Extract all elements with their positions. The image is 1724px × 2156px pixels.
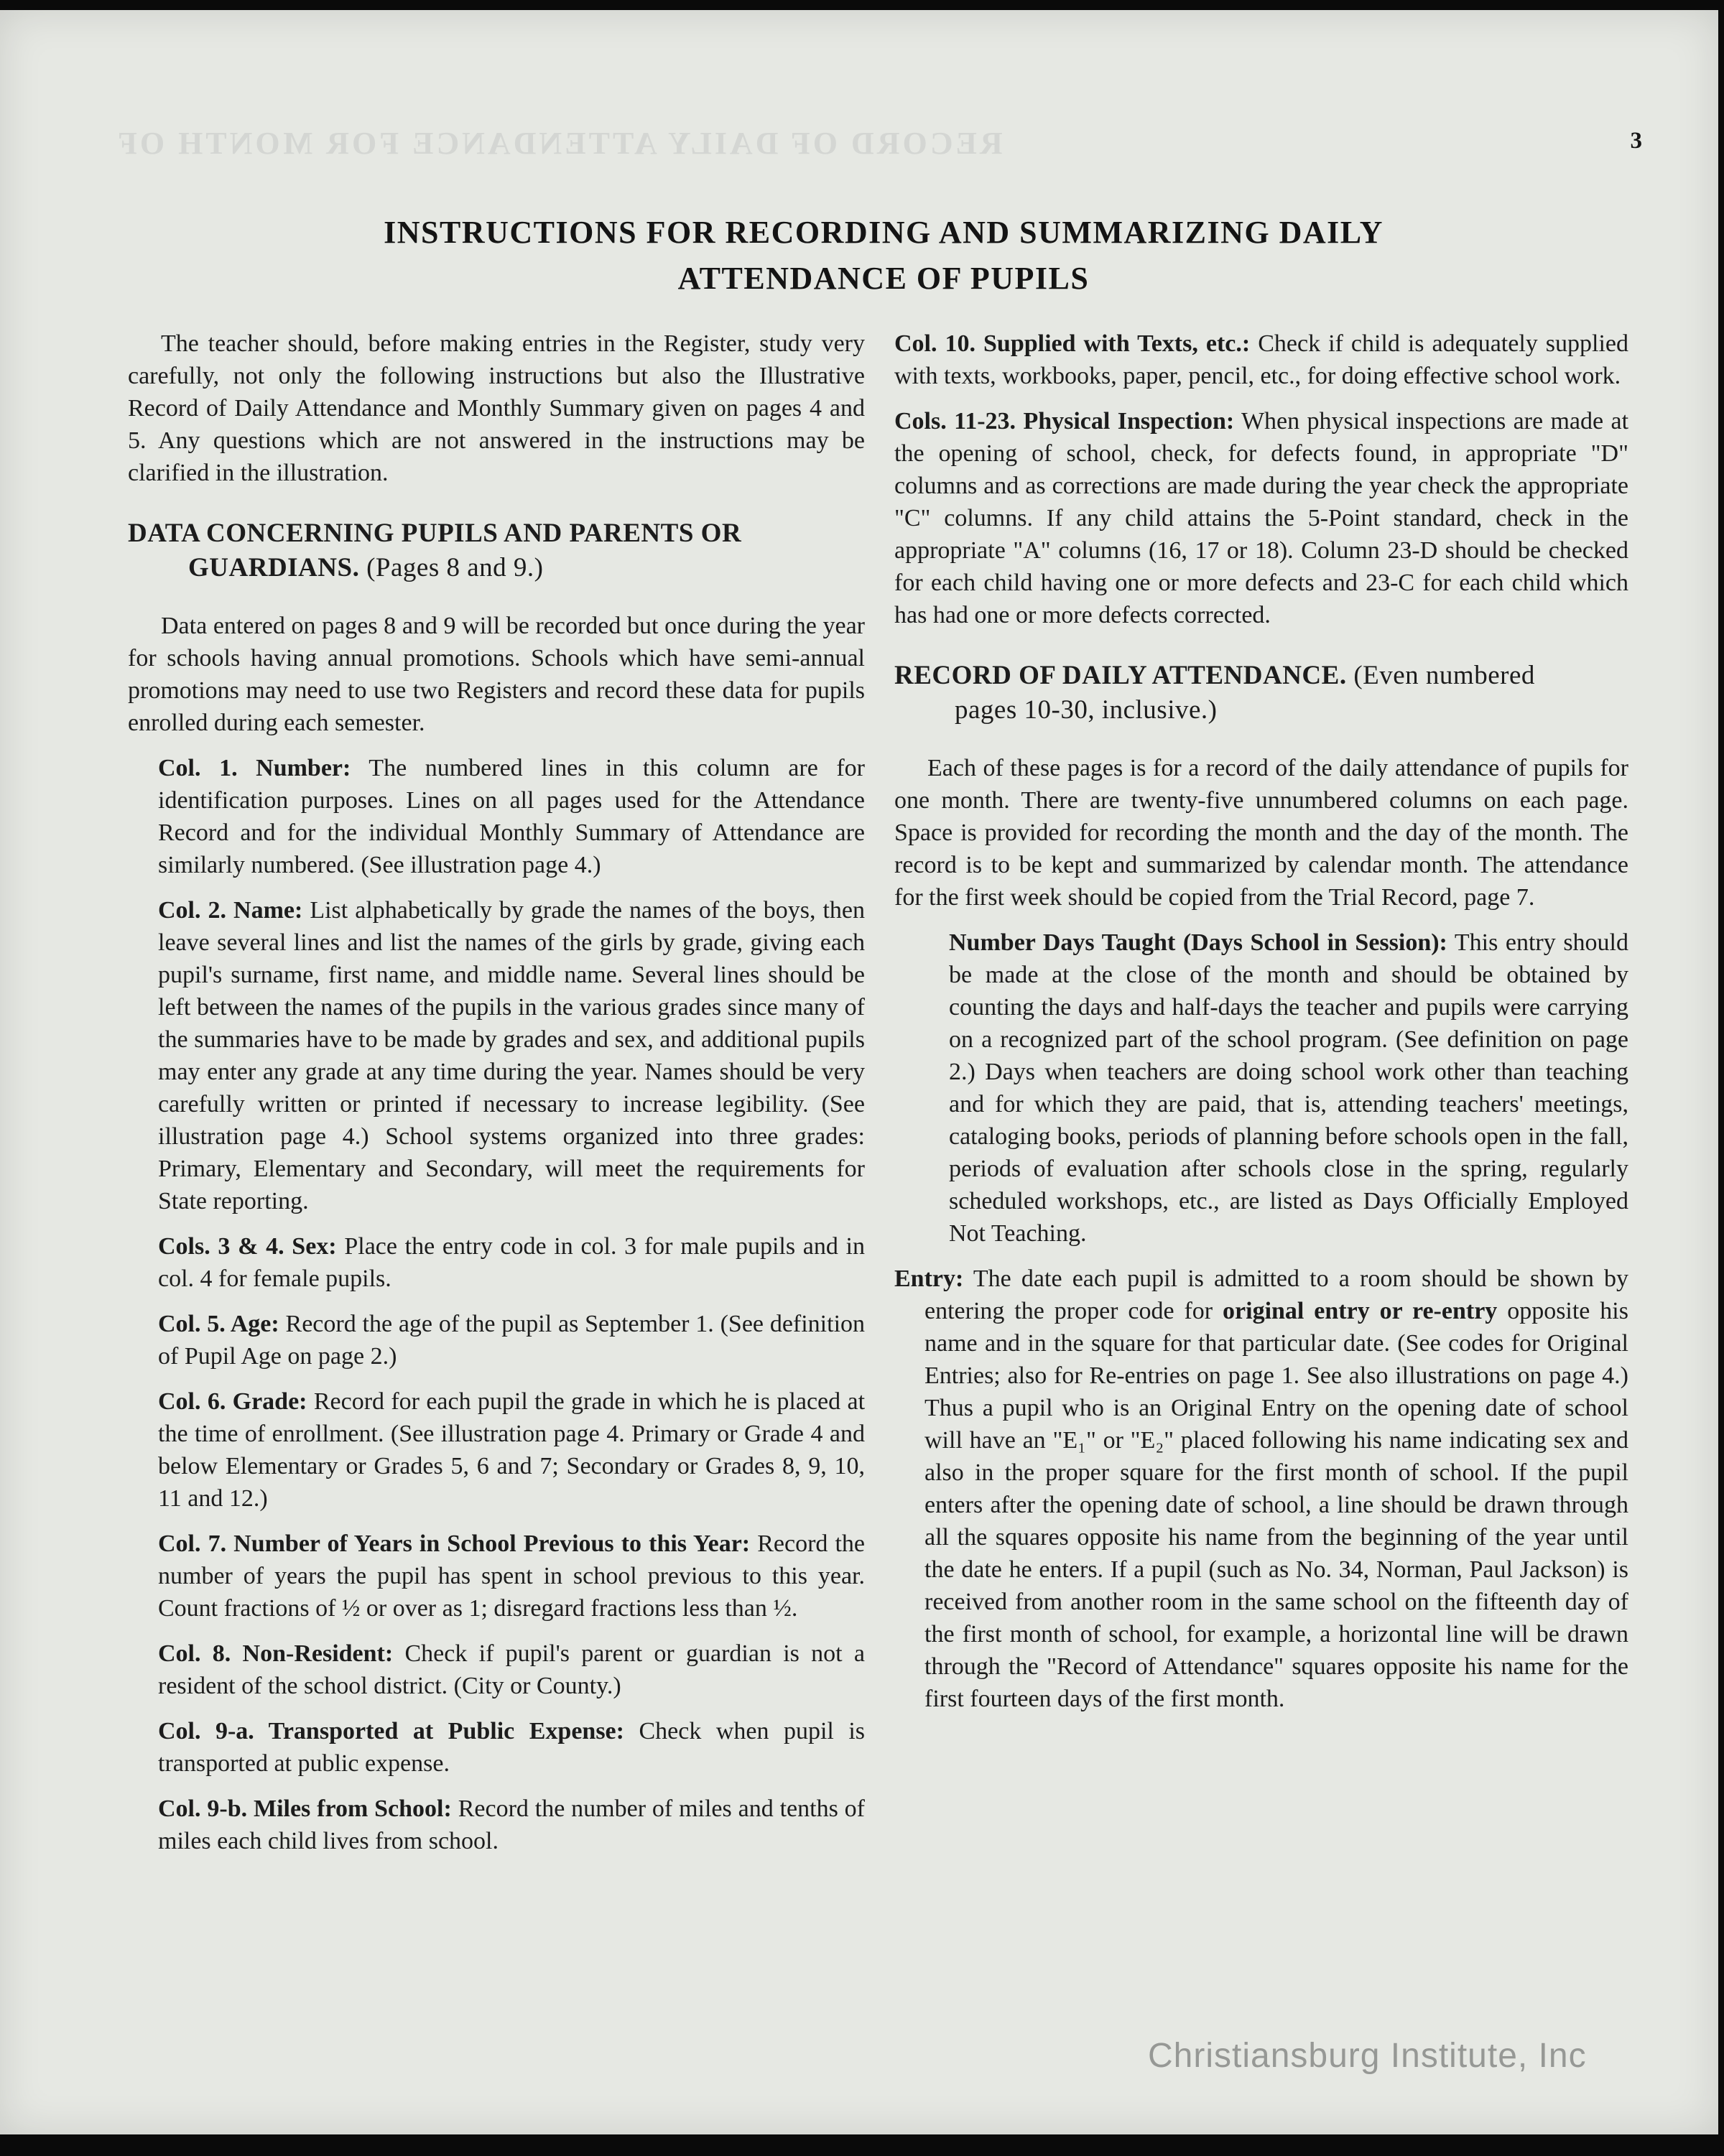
col-text: Place the entry code in col. 3 for male pupils and in col. 4 for female pupils. xyxy=(158,1233,865,1292)
col-instruction xyxy=(128,1308,865,1372)
watermark: Christiansburg Institute, Inc xyxy=(1148,2037,1587,2075)
col-instruction xyxy=(128,1230,865,1295)
days-taught-text: This entry should be made at the close of the month and should be obtained by counting the days and half-days the teacher and pupils were carrying on a recognized part of the school program. (See definition on page 2.) Days when teachers are doing school work other than teaching and for which they are paid, that is, attending teachers' meetings, cataloging books, periods of planning before schools open in the fall, periods of evaluation after schools close in the spring, regularly scheduled workshops, etc., are listed as Days Officially Employed Not Teaching. xyxy=(949,929,1628,1247)
section-intro-paragraph: Data entered on pages 8 and 9 will be recorded but once during the year for schools having annual promotions. Schools which have semi-annual promotions may need to use two Registers and record these data for pupils enrolled during each semester. xyxy=(128,613,865,736)
section-heading-note-2: pages 10-30, inclusive.) xyxy=(955,695,1218,725)
document-page xyxy=(0,10,1718,2134)
col-text: Check when pupil is transported at public expense. xyxy=(158,1718,866,1777)
col-text: Record the age of the pupil as September 1. (See definition of Pupil Age on page 2.) xyxy=(158,1311,866,1370)
section-heading-pupil-data xyxy=(128,516,865,585)
col-instruction xyxy=(128,1793,865,1857)
col-label: Col. 9-a. Transported at Public Expense: xyxy=(158,1718,624,1744)
col-text: List alphabetically by grade the names of the boys, then leave several lines and list the names of the girls by grade, giving each pupil's surname, first name, and middle name. Several lines should be left between the names of the pupils in the various grades since many of the summaries have to be made by grades and sex, and additional pupils may enter any grade at any time during the year. Names should be very carefully written or printed if necessary to increase legibility. (See illustration page 4.) School systems organized into three grades: Primary, Elementary and Secondary, will meet the requirements for State reporting. xyxy=(158,897,866,1214)
entry-text: The date each pupil is admitted to a room should be shown by entering the proper code for xyxy=(924,1265,1629,1324)
show-through-text: RECORD OF DAILY ATTENDANCE FOR MONTH OF xyxy=(115,126,1003,161)
col-instruction xyxy=(894,405,1628,631)
col-text: Check if pupil's parent or guardian is not a resident of the school district. (City or County.) xyxy=(158,1640,865,1699)
col-instruction xyxy=(894,327,1628,392)
left-column xyxy=(128,327,865,1870)
col-label: Col. 8. Non-Resident: xyxy=(158,1640,394,1667)
title-line-2: ATTENDANCE OF PUPILS xyxy=(677,261,1090,296)
col-text: Record the number of miles and tenths of miles each child lives from school. xyxy=(158,1795,865,1854)
col-instruction xyxy=(128,1715,865,1780)
col-label: Col. 7. Number of Years in School Previous to this Year: xyxy=(158,1530,751,1557)
col-label: Col. 6. Grade: xyxy=(158,1388,307,1415)
page-title xyxy=(129,210,1638,302)
col-label: Col. 10. Supplied with Texts, etc.: xyxy=(894,330,1251,357)
col-instruction xyxy=(128,1385,865,1515)
intro-paragraph: The teacher should, before making entries in the Register, study very carefully, not only the following instructions but also the Illustrative Record of Daily Attendance and Monthly Summary given on pages 4 and 5. Any questions which are not answered in the instructions may be clarified in the illustration. xyxy=(128,330,865,486)
col-instruction xyxy=(128,752,865,881)
col-text: The numbered lines in this column are for identification purposes. Lines on all pages used for the Attendance Record and for the individual Monthly Summary of Attendance are similarly numbered. (See illustration page 4.) xyxy=(158,755,865,878)
col-text: When physical inspections are made at the opening of school, check, for defects found, in appropriate "D" columns and as corrections are made during the year check the appropriate "C" columns. If any child attains the 5-Point standard, check in the appropriate "A" columns (16, 17 or 18). Column 23-D should be checked for each child having one or more defects and 23-C for each child which has had one or more defects corrected. xyxy=(894,408,1629,628)
entry-bold-text: original entry or re-entry xyxy=(1223,1298,1498,1324)
col-label: Cols. 3 & 4. Sex: xyxy=(158,1233,337,1260)
section-heading-line-1: DATA CONCERNING PUPILS AND PARENTS OR xyxy=(128,519,742,548)
col-label: Col. 1. Number: xyxy=(158,755,351,781)
col-instruction xyxy=(128,894,865,1217)
page-number: 3 xyxy=(1630,128,1642,154)
col-label: Col. 5. Age: xyxy=(158,1311,279,1337)
col-label: Col. 9-b. Miles from School: xyxy=(158,1795,452,1822)
section-heading-note: (Pages 8 and 9.) xyxy=(366,553,544,582)
col-instruction xyxy=(128,1637,865,1702)
days-taught-instruction xyxy=(894,926,1628,1250)
section-heading-daily-attendance xyxy=(894,659,1628,728)
entry-instruction xyxy=(894,1263,1628,1715)
col-text: Record the number of years the pupil has spent in school previous to this year. Count fractions of ½ or over as 1; disregard fractions less than ½. xyxy=(158,1530,866,1622)
entry-text-continued: opposite his name and in the square for that particular date. (See codes for Original Entries; also for Re-entries on page 1. See also illustrations on page 4.) Thus a pupil who is an Original Entry on the opening date of school will have an "E₁" or "E₂" placed following his name indicating sex and also in the proper square for the first month of school. If the pupil enters after the opening date of school, a line should be drawn through all the squares opposite his name from the beginning of the year until the date he enters. If a pupil (such as No. 34, Norman, Paul Jackson) is received from another room in the same school on the fifteenth day of the first month of school, for example, a horizontal line will be drawn through the "Record of Attendance" squares opposite his name for the first fourteen days of the first month. xyxy=(924,1298,1628,1712)
right-column xyxy=(894,327,1628,1728)
col-text: Check if child is adequately supplied with texts, workbooks, paper, pencil, etc., for doing effective school work. xyxy=(894,330,1628,389)
col-label: Col. 2. Name: xyxy=(158,897,303,924)
section-intro-paragraph: Each of these pages is for a record of the daily attendance of pupils for one month. There are twenty-five unnumbered columns on each page. Space is provided for recording the month and the day of the month. The record is to be kept and summarized by calendar month. The attendance for the first week should be copied from the Trial Record, page 7. xyxy=(894,755,1628,911)
days-taught-label: Number Days Taught (Days School in Session): xyxy=(949,929,1447,956)
entry-label: Entry: xyxy=(894,1265,964,1292)
section-heading-line-1: RECORD OF DAILY ATTENDANCE. xyxy=(894,661,1347,690)
col-text: Record for each pupil the grade in which he is placed at the time of enrollment. (See illustration page 4. Primary or Grade 4 and below Elementary or Grades 5, 6 and 7; Secondary or Grades 8, 9, 10, 11 and 12.) xyxy=(158,1388,866,1512)
section-heading-line-2: GUARDIANS. xyxy=(188,553,360,582)
section-heading-note: (Even numbered xyxy=(1353,661,1535,690)
col-instruction xyxy=(128,1528,865,1625)
col-label: Cols. 11-23. Physical Inspection: xyxy=(894,408,1235,435)
title-line-1: INSTRUCTIONS FOR RECORDING AND SUMMARIZING DAILY xyxy=(384,215,1384,250)
